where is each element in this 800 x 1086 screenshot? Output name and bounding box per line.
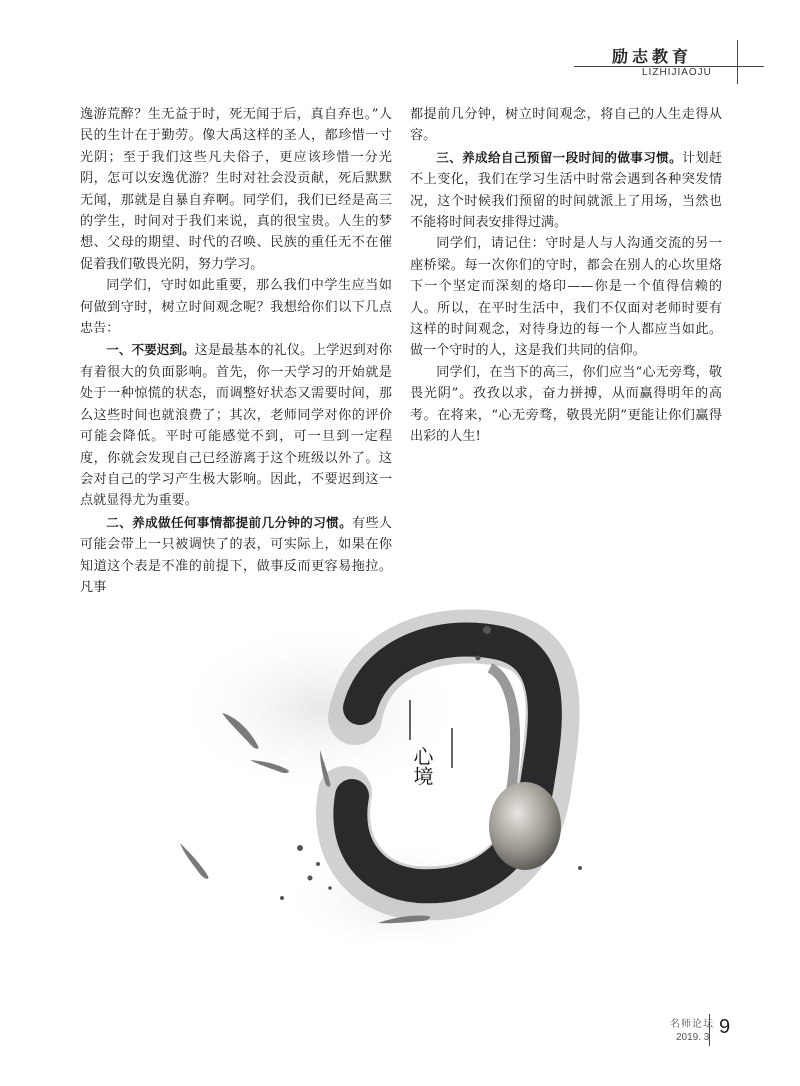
right-column xyxy=(410,104,722,448)
paragraph: 同学们，在当下的高三，你们应当“心无旁骛，敬畏光阴”。孜孜以求，奋力拼搏，从而赢得明年的高考。在将来，“心无旁骛，敬畏光阴”更能让你们赢得出彩的人生! xyxy=(410,364,722,445)
ink-enso-illustration xyxy=(160,568,745,988)
paragraph: 同学们，请记住：守时是人与人沟通交流的另一座桥梁。每一次你们的守时，都会在别人的心坎里烙下一个坚定而深刻的烙印——你是一个值得信赖的人。所以，在平时生活中，我们不仅面对老师时要有这样的时间观念，对待身边的每一个人都应当如此。做一个守时的人，这是我们共同的信仰。 xyxy=(410,236,722,359)
koi-fish xyxy=(180,843,208,879)
section-title: 励志教育 xyxy=(612,47,693,66)
point-heading: 三、养成给自己预留一段时间的做事习惯。 xyxy=(436,149,683,165)
paragraph: 同学们，守时如此重要，那么我们中学生应当如何做到守时，树立时间观念呢？我想给你们以下几点忠告： xyxy=(80,278,392,337)
paragraph: 都提前几分钟，树立时间观念，将自己的人生走得从容。 xyxy=(410,107,722,144)
stone xyxy=(489,782,561,870)
journal-name: 名师论坛 xyxy=(670,1019,714,1030)
point-body: 计划赶不上变化，我们在学习生活中时常会遇到各种突发情况，这个时候我们预留的时间就派上了用场，当然也不能将时间表安排得过满。 xyxy=(410,150,723,231)
point-body: 这是最基本的礼仪。上学迟到对你有着很大的负面影响。首先，你一天学习的开始就是处于一种惊慌的状态，而调整好状态又需要时间，那么这些时间也就浪费了；其次，老师同学对你的评价可能会降低。平时可能感觉不到，可一旦到一定程度，你就会发现自己已经游离于这个班级以外了。这会对自己的学习产生极大影响。因此，不要迟到这一点就显得尤为重要。 xyxy=(80,343,393,509)
section-subtitle: LIZHIJIAOJU xyxy=(642,67,712,78)
paragraph: 逸游荒醉？生无益于时，死无闻于后，真自弃也。”人民的生计在于勤劳。像大禹这样的圣人，都珍惜一寸光阴；至于我们这些凡夫俗子，更应该珍惜一分光阴，怎可以安逸优游？生时对社会没贡献，死后默默无闻，那就是自暴自弃啊。同学们，我们已经是高三的学生，时间对于我们来说，真的很宝贵。人生的梦想、父母的期望、时代的召唤、民族的重任无不在催促着我们敬畏光阴，努力学习。 xyxy=(80,107,392,272)
enso-highlight xyxy=(490,668,515,798)
calligraphy-text: 心境 xyxy=(410,746,434,786)
point-heading: 二、养成做任何事情都提前几分钟的习惯。 xyxy=(106,514,353,530)
page-number: 9 xyxy=(719,1016,731,1038)
point-heading: 一、不要迟到。 xyxy=(106,342,195,358)
paragraph xyxy=(410,147,722,234)
issue-date: 2019. 3 xyxy=(676,1032,710,1043)
point-body: 有些人可能会带上一只被调快了的表，可实际上，如果在你知道这个表是不准的前提下，做事反而更容易拖拉。凡事 xyxy=(80,515,393,595)
left-column xyxy=(80,104,392,598)
header-vertical-rule xyxy=(737,40,738,84)
footer-divider xyxy=(709,1014,710,1046)
paragraph xyxy=(80,339,392,511)
